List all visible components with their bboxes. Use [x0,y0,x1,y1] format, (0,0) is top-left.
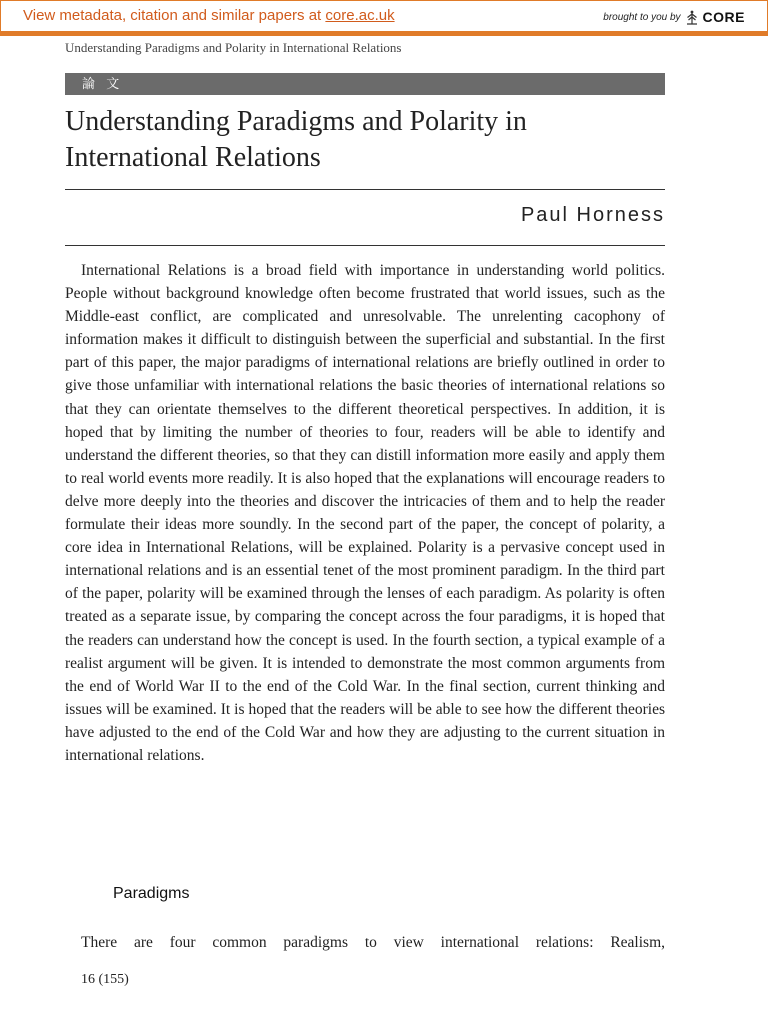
core-banner [0,0,768,32]
intro-paragraph: International Relations is a broad field with importance in understanding world politics. People without background knowledge often become frustrated that world issues, such as the Middle-east conflict, are complicated and unresolvable. The unrelenting cacophony of information makes it difficult to distinguish between the superficial and substantial. In the first part of this paper, the major paradigms of international relations are briefly outlined in order to give those unfamiliar with international relations the basic theories of international relations so that they can orientate themselves to the different theoretical perspectives. In addition, it is hoped that by limiting the number of theories to four, readers will be able to identify and understand the different theories, so that they can distill information more easily and apply them to real world events more readily. It is also hoped that the explanations will encourage readers to delve more deeply into the theories and discover the intricacies of them and to help the reader formulate their ideas more soundly. In the second part of the paper, the concept of polarity, a core idea in International Relations, will be explained. Polarity is a pervasive concept used in international relations and is an essential tenet of the most prominent paradigm. In the third part of the paper, polarity will be examined through the lenses of each paradigm. As polarity is often treated as a separate issue, by comparing the concept across the four paradigms, it is hoped that the readers can understand how the concept is used. In the fourth section, a typical example of a realist argument will be given. It is intended to demonstrate the most common arguments from the end of World War II to the end of the Cold War. In the final section, current thinking and issues will be examined. It is hoped that the readers will be able to see how the different theories have adjusted to the end of the Cold War and how they are adjusting to the current situation in international relations. [65,262,665,764]
core-branding[interactable] [603,9,745,25]
page-number: 16 (155) [81,972,129,987]
section-first-line: There are four common paradigms to view international relations: Realism, [81,934,665,951]
category-band: 論 文 [65,73,665,95]
title-divider [65,189,665,190]
core-brand-name: CORE [702,9,745,25]
core-logo-icon [685,10,699,25]
brought-to-you-text: brought to you by [603,11,681,23]
core-url-link[interactable]: core.ac.uk [325,7,395,24]
core-banner-underline [0,31,768,36]
section-heading: Paradigms [113,885,190,902]
core-link-text[interactable]: View metadata, citation and similar papers at [23,7,326,24]
running-header: Understanding Paradigms and Polarity in International Relations [65,40,402,55]
paper-title: Understanding Paradigms and Polarity in International Relations [65,106,527,173]
author-name: Paul Horness [520,204,665,226]
author-divider [65,245,665,246]
core-metadata-link[interactable] [23,7,395,24]
